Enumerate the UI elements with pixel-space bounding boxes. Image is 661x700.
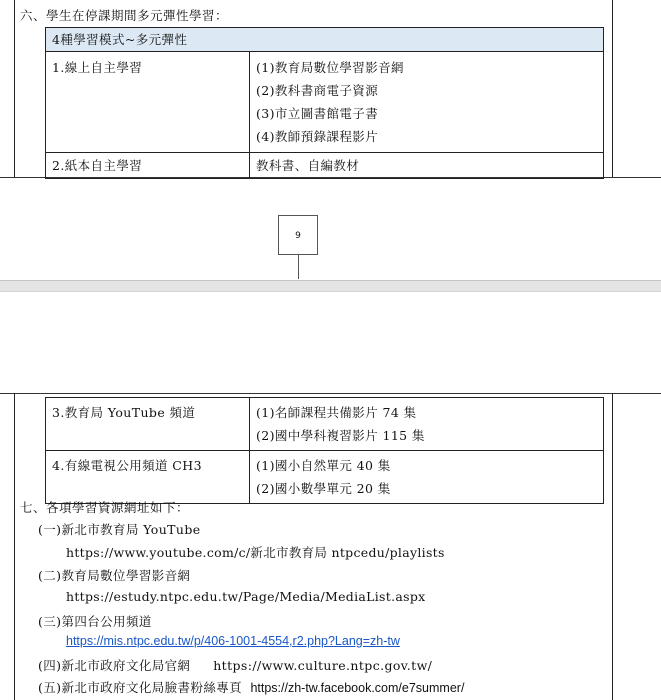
resource-2-title: (二)教育局數位學習影音網 [38,568,191,583]
page-break-bar [0,280,661,292]
mode-label: 3.教育局 YouTube 頻道 [52,405,196,420]
table-row-mode [46,52,250,153]
mode-label: 2.紙本自主學習 [52,158,143,173]
resource-3-title: (三)第四台公用頻道 [38,614,152,629]
list-item: (1)國小自然單元 40 集 [256,458,391,473]
list-item: (3)市立圖書館電子書 [256,106,379,121]
resource-4-title: (四)新北市政府文化局官網 [38,658,191,673]
resource-5-url: https://zh-tw.facebook.com/e7summer/ [250,681,465,695]
resource-5-row [38,678,464,696]
page-border-right [612,0,613,178]
table-row-mode [46,451,250,504]
list-item: (1)名師課程共備影片 74 集 [256,405,417,420]
list-item: 教科書、自編教材 [256,158,360,173]
section-7-heading: 七、各項學習資源網址如下： [20,500,190,515]
page-number-box: 9 [278,215,318,255]
resource-4-url: https://www.culture.ntpc.gov.tw/ [213,658,433,673]
mode-label: 4.有線電視公用頻道 CH3 [52,458,202,473]
list-item: (2)國中學科複習影片 115 集 [256,428,425,443]
page-border-left [14,393,15,700]
resource-1-title: (一)新北市教育局 YouTube [38,522,201,537]
table-row-items [250,52,604,153]
section-6-heading: 六、學生在停課期間多元彈性學習： [20,8,229,23]
table-row-mode [46,398,250,451]
list-item: (4)教師預錄課程影片 [256,129,379,144]
page-border-right [612,393,613,700]
list-item: (2)國小數學單元 20 集 [256,481,391,496]
learning-modes-table [45,27,604,179]
resource-1-url: https://www.youtube.com/c/新北市教育局 ntpcedu/playlists [66,545,445,560]
list-item: (2)教科書商電子資源 [256,83,379,98]
resource-3-link[interactable]: https://mis.ntpc.edu.tw/p/406-1001-4554,r2.php?Lang=zh-tw [66,634,400,648]
resource-4-row [38,656,432,674]
table-row-items [250,153,604,179]
page-border-left [14,0,15,178]
mode-label: 1.線上自主學習 [52,60,143,75]
table-row-mode [46,153,250,179]
page-number-connector [298,255,299,279]
list-item: (1)教育局數位學習影音網 [256,60,404,75]
document-page-upper [0,0,661,180]
table-header: 4種學習模式~多元彈性 [52,32,188,47]
resource-2-url: https://estudy.ntpc.edu.tw/Page/Media/MediaList.aspx [66,589,426,604]
resource-5-title: (五)新北市政府文化局臉書粉絲專頁 [38,680,243,695]
table-row-items [250,451,604,504]
table-row-items [250,398,604,451]
table-header-cell [46,28,604,52]
learning-modes-table-continued [45,397,604,504]
document-page-lower [0,393,661,700]
page-top-edge [0,393,661,394]
